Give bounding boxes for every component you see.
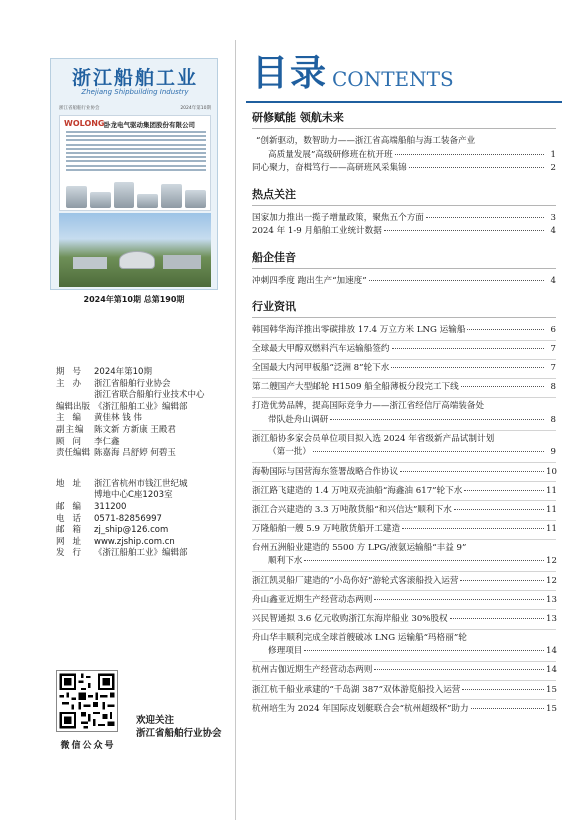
masthead-label: 责任编辑 (56, 448, 91, 459)
toc-section-title: 研修赋能 领航未来 (252, 111, 344, 124)
toc-entry-title[interactable]: “创新驱动，数智助力——浙江省高端船舶与海工装备产业 (256, 136, 476, 146)
toc-entry[interactable] (252, 162, 556, 176)
toc-entry-page: 14 (546, 665, 557, 676)
contact-value: 《浙江船舶工业》编辑部 (94, 548, 188, 559)
toc-entry-title[interactable]: 打造优势品牌，提高国际竞争力——浙江省经信厅高端装备处 (252, 401, 485, 412)
toc-entry-page: 12 (546, 556, 557, 567)
masthead-value: 浙江省联合船舶行业技术中心 (94, 390, 205, 401)
toc-entry[interactable] (252, 324, 556, 338)
toc-entry[interactable] (252, 555, 556, 569)
masthead-label: 编辑出版 (56, 401, 91, 412)
toc-entry-page: 14 (546, 646, 557, 657)
toc-entry-title: 浙江路飞建造的 1.4 万吨双壳油船“海鑫油 617”轮下水 (252, 485, 463, 496)
contact-value: 311200 (94, 501, 127, 512)
toc-entry-title[interactable]: 舟山华丰顺利完成全球首艘破冰 LNG 运输船“玛格丽”轮 (252, 632, 467, 643)
toc-entry-page: 11 (546, 485, 557, 496)
toc-entry-page: 13 (546, 613, 557, 624)
cover-topbar (59, 103, 211, 113)
toc-entry-page: 15 (546, 703, 557, 714)
toc-entry-title: 全国最大内河甲板船“泛洲 8”轮下水 (252, 363, 390, 374)
toc-entry-page: 15 (546, 684, 557, 695)
toc-entry-page: 7 (550, 344, 556, 355)
contact-value: 博地中心C座1203室 (94, 490, 173, 501)
toc-section-title: 行业资讯 (252, 300, 296, 313)
qr-invite-line1: 欢迎关注 (136, 715, 175, 726)
toc-entry-page: 11 (546, 504, 557, 515)
masthead-row (56, 425, 246, 437)
contact-label: 电话 (56, 513, 90, 524)
toc-entry-title: 兴民智通拟 3.6 亿元收购浙江东海岸船业 30%股权 (252, 613, 448, 624)
magazine-cover (50, 58, 218, 290)
toc-entry[interactable] (252, 645, 556, 659)
toc-entry[interactable] (252, 343, 556, 357)
masthead-row (56, 379, 246, 391)
toc-entry-page: 2 (550, 163, 556, 173)
column-divider (235, 40, 236, 820)
toc-entry[interactable] (252, 684, 556, 698)
toc-entry-title: 浙江杭千船业承建的“千岛湖 387”双体游览船投入运营 (252, 684, 461, 695)
masthead-editorial (56, 367, 246, 460)
masthead-label: 主办 (56, 378, 90, 389)
masthead-label: 副主编 (56, 424, 85, 435)
toc-entry-title[interactable]: 台州五洲船业建造的 5500 方 LPG/液氨运输船“丰益 9” (252, 542, 467, 553)
contact-row (56, 548, 246, 560)
masthead-row (56, 448, 246, 460)
toc-entry-title: 舟山鑫亚近期生产经营动态两则 (252, 594, 373, 605)
toc-entry-page: 12 (546, 575, 557, 586)
contact-row (56, 525, 246, 537)
qr-code-icon (56, 670, 118, 732)
toc-entry-title: 国家加力推出一揽子增量政策，聚焦五个方面 (252, 212, 424, 223)
contact-row (56, 502, 246, 514)
toc-entry-title: 浙江凯灵船厂建造的“小岛你好”游轮式客滚船投入运营 (252, 575, 459, 586)
toc-entry-page: 10 (546, 466, 557, 477)
toc-entry[interactable] (252, 575, 556, 589)
advert-company: 卧龙电气驱动集团股份有限公司 (104, 121, 195, 129)
contact-row (56, 514, 246, 526)
toc-entry[interactable] (252, 594, 556, 608)
toc-entry-page: 6 (550, 325, 556, 335)
advert-product-images (66, 178, 206, 208)
toc-entry[interactable] (252, 446, 556, 460)
contact-row (56, 479, 246, 491)
qr-caption: 微信公众号 (60, 741, 116, 751)
toc-entry-page: 11 (546, 523, 557, 534)
advert-text-block (66, 131, 206, 173)
toc-entry[interactable] (252, 414, 556, 428)
toc-entry[interactable] (252, 466, 556, 480)
masthead-label: 期号 (56, 367, 90, 377)
toc-entry[interactable] (252, 613, 556, 627)
toc-entry-title: 修理项目 (268, 646, 303, 657)
toc-entry-title: 浙江合兴建造的 3.3 万吨散货船“和兴信达”顺利下水 (252, 504, 452, 515)
contact-value: 浙江省杭州市钱江世纪城 (94, 478, 188, 489)
masthead-row (56, 437, 246, 449)
toc-entry[interactable] (252, 485, 556, 499)
cover-aerial-photo (59, 213, 211, 287)
contact-label: 地址 (56, 478, 90, 489)
toc-entry-title: 韩国韩华海洋推出零碳排放 17.4 万立方米 LNG 运输船 (252, 325, 466, 335)
toc-entry[interactable] (252, 149, 556, 163)
email-link[interactable]: zj_ship@126.com (94, 525, 169, 536)
toc-entry[interactable] (252, 703, 556, 717)
masthead-row (56, 390, 246, 402)
toc-entry[interactable] (252, 275, 556, 289)
toc-entry-title: 杭州古伽近期生产经营动态两则 (252, 665, 373, 676)
contact-row (56, 490, 246, 502)
table-of-contents (252, 110, 556, 716)
masthead-label (56, 390, 94, 402)
cover-title: 浙江船舶工业 (71, 67, 198, 89)
masthead-label: 主编 (56, 413, 90, 424)
toc-entry-title: 同心聚力，奋楫笃行——高研班风采集锦 (252, 163, 407, 173)
masthead-contact (56, 479, 246, 560)
toc-entry-title: 带队赴舟山调研 (268, 414, 329, 425)
toc-entry[interactable] (252, 664, 556, 678)
toc-heading-rule (246, 101, 562, 103)
toc-entry[interactable] (252, 523, 556, 537)
toc-entry[interactable] (252, 362, 556, 376)
toc-entry-title: 全球最大甲醇双燃料汽车运输船签约 (252, 344, 390, 355)
masthead-value: 黄佳林 钱 伟 (94, 413, 142, 424)
toc-entry-title: （第一批） (268, 447, 311, 458)
masthead-label: 顾问 (56, 436, 90, 447)
website-link[interactable]: www.zjship.com.cn (94, 536, 175, 547)
toc-entry[interactable] (252, 212, 556, 226)
cover-issue-number: 2024年第10期 总第190期 (83, 295, 185, 304)
contact-label: 邮编 (56, 501, 90, 512)
contact-label: 发行 (56, 548, 90, 559)
masthead-row (56, 402, 246, 414)
toc-entry[interactable] (252, 225, 556, 239)
toc-section-title: 热点关注 (252, 187, 296, 201)
masthead-value: 2024年第10期 (94, 367, 152, 377)
cover-subtitle: Zhejiang Shipbuilding Industry (81, 88, 189, 96)
masthead-value: 《浙江船舶工业》编辑部 (94, 401, 188, 412)
masthead-row (56, 413, 246, 425)
toc-entry-title: 高质量发展”高级研修班在杭开班 (268, 149, 393, 160)
contact-row (56, 537, 246, 549)
toc-entry-title: 万隆船舶一艘 5.9 万吨散货船开工建造 (252, 523, 401, 534)
toc-entry-title: 海勒国际与国营海东签署战略合作协议 (252, 466, 399, 477)
toc-entry-page: 9 (550, 447, 556, 458)
toc-entry-page: 4 (550, 226, 556, 236)
toc-entry-title: 顺利下水 (268, 556, 303, 567)
toc-heading-cn: 目录 (252, 53, 329, 94)
toc-entry[interactable] (252, 504, 556, 518)
qr-invite (136, 714, 256, 740)
toc-entry-page: 13 (546, 594, 557, 605)
toc-entry-title: 2024 年 1-9 月船舶工业统计数据 (252, 226, 382, 236)
cover-topbar-left: 浙江省船舶行业协会 (59, 106, 100, 111)
toc-entry-page: 7 (550, 363, 556, 374)
toc-entry-page: 8 (550, 382, 556, 393)
cover-advert (59, 115, 211, 211)
toc-entry-title: 杭州培生为 2024 年国际皮划艇联合会“杭州超级杯”助力 (252, 703, 469, 714)
contact-value: 0571-82856997 (94, 513, 162, 524)
toc-heading-en: CONTENTS (332, 67, 454, 91)
masthead-value: 陈嘉海 吕舒婷 何碧玉 (94, 448, 176, 459)
masthead-value: 浙江省船舶行业协会 (94, 378, 171, 389)
contact-label (56, 490, 94, 502)
toc-entry-title: 冲刺四季度 跑出生产“加速度” (252, 275, 367, 286)
toc-entry-title: 第二艘国产大型邮轮 H1509 船全船薄板分段完工下线 (252, 382, 459, 393)
toc-entry-page: 8 (550, 414, 556, 425)
masthead-value: 陈文新 方新康 王殿君 (94, 424, 176, 435)
toc-entry-page: 3 (550, 212, 556, 223)
masthead (56, 367, 246, 560)
masthead-row (56, 367, 246, 379)
toc-entry-page: 4 (550, 275, 556, 286)
cover-topbar-right: 2024年第10期 (180, 106, 211, 111)
advert-logo: WOLONG (64, 119, 105, 128)
toc-entry[interactable] (252, 381, 556, 395)
toc-entry-page: 1 (550, 149, 556, 160)
toc-section-title: 船企佳音 (252, 250, 296, 264)
contact-label: 网址 (56, 536, 90, 547)
qr-invite-line2: 浙江省船舶行业协会 (136, 728, 222, 739)
contact-label: 邮箱 (56, 525, 90, 536)
masthead-value: 李仁鑫 (94, 436, 120, 447)
toc-entry-title[interactable]: 浙江船协多家会员单位项目拟入选 2024 年省级新产品试制计划 (252, 433, 495, 444)
